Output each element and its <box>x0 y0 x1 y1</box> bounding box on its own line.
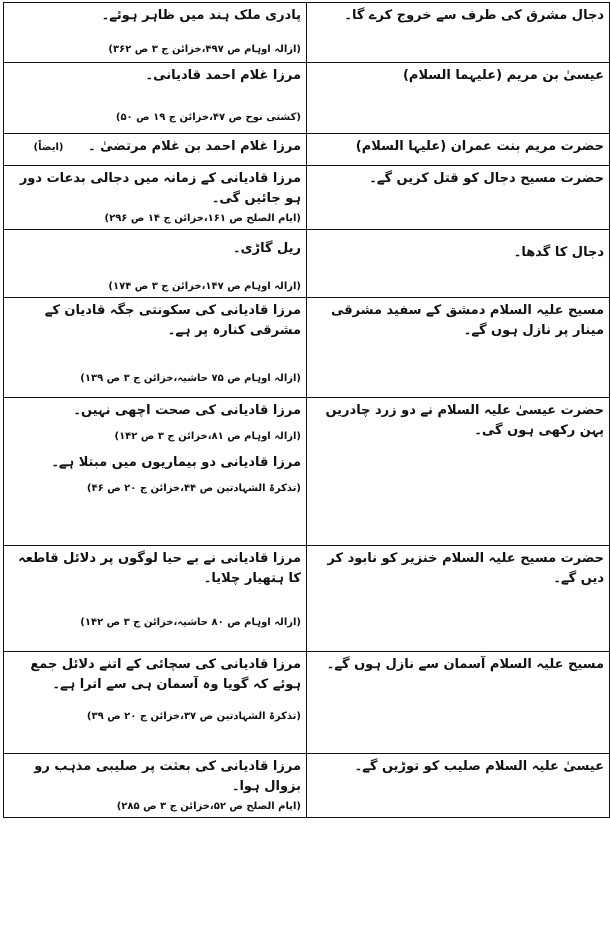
reference-text: (ایضاً) <box>33 142 64 153</box>
interpretation-text: مرزا قادیانی کی سچائی کے اتنے دلائل جمع ہوئے کہ گویا وہ آسمان ہی سے اترا ہے۔ <box>30 657 301 692</box>
claim-cell <box>307 298 610 398</box>
comparison-table <box>3 2 610 818</box>
claim-cell <box>307 230 610 298</box>
interpretation-cell <box>4 754 307 818</box>
claim-text: دجال کا گدھا۔ <box>513 245 604 260</box>
claim-text: عیسیٰ بن مریم (علیہما السلام) <box>402 68 604 83</box>
interpretation-text: پادری ملک ہند میں ظاہر ہوئے۔ <box>101 8 301 23</box>
claim-text: حضرت عیسیٰ علیہ السلام نے دو زرد چادریں پہن رکھی ہوں گی۔ <box>325 403 604 438</box>
table-row <box>4 398 610 546</box>
reference-text: (ایام الصلح ص ۵۲،خزائن ج ۳ ص ۲۸۵) <box>116 801 301 812</box>
claim-cell <box>307 754 610 818</box>
interpretation-text: مرزا قادیانی نے بے حیا لوگوں پر دلائل قاطعہ کا ہتھیار چلایا۔ <box>18 551 301 586</box>
table-row <box>4 3 610 63</box>
table-row <box>4 230 610 298</box>
interpretation-cell <box>4 166 307 230</box>
interpretation-cell <box>4 652 307 754</box>
interpretation-text-secondary: مرزا قادیانی دو بیماریوں میں مبتلا ہے۔ <box>51 455 301 470</box>
table-row <box>4 652 610 754</box>
table-row <box>4 298 610 398</box>
reference-text: (کشتی نوح ص ۴۷،خزائن ج ۱۹ ص ۵۰) <box>115 112 301 123</box>
reference-text: (تذکرۃ الشہادتین ص ۳۷،خزائن ج ۲۰ ص ۳۹) <box>86 711 301 722</box>
claim-cell <box>307 652 610 754</box>
claim-cell <box>307 134 610 166</box>
interpretation-cell <box>4 546 307 652</box>
reference-text: (ازالہ اوہام ص ۴۹۷،خزائن ج ۳ ص ۳۶۲) <box>108 44 301 55</box>
interpretation-cell <box>4 230 307 298</box>
claim-text: عیسیٰ علیہ السلام صلیب کو توڑیں گے۔ <box>354 759 604 774</box>
interpretation-text: مرزا غلام احمد قادیانی۔ <box>145 68 301 83</box>
reference-text: (ازالہ اوہام ص ۸۰ حاشیہ،خزائن ج ۳ ص ۱۴۲) <box>80 617 301 628</box>
interpretation-main: مرزا غلام احمد بن غلام مرتضیٰ ۔ <box>87 139 301 154</box>
interpretation-cell <box>4 134 307 166</box>
table-row <box>4 546 610 652</box>
interpretation-cell <box>4 298 307 398</box>
reference-text: (ایام الصلح ص ۱۶۱،خزائن ج ۱۴ ص ۲۹۶) <box>104 213 301 224</box>
claim-text: مسیح علیہ السلام آسمان سے نازل ہوں گے۔ <box>326 657 604 672</box>
claim-text: مسیح علیہ السلام دمشق کے سفید مشرقی مینار پر نازل ہوں گے۔ <box>330 303 604 338</box>
interpretation-cell <box>4 398 307 546</box>
reference-text-secondary: (تذکرۃ الشہادتین ص ۴۴،خزائن ج ۲۰ ص ۴۶) <box>86 483 301 494</box>
interpretation-text: مرزا قادیانی کے زمانہ میں دجالی بدعات دور ہو جائیں گی۔ <box>19 171 301 206</box>
reference-text: (ازالہ اوہام ص ۱۴۷،خزائن ج ۳ ص ۱۷۴) <box>108 281 301 292</box>
interpretation-cell <box>4 63 307 134</box>
interpretation-text: ریل گاڑی۔ <box>233 241 301 256</box>
interpretation-text: مرزا قادیانی کی بعثت پر صلیبی مذہب رو بزوال ہوا۔ <box>34 759 301 794</box>
table-row <box>4 166 610 230</box>
claim-text: دجال مشرق کی طرف سے خروج کرے گا۔ <box>344 8 604 23</box>
table-row <box>4 754 610 818</box>
interpretation-text: مرزا قادیانی کی سکونتی جگہ قادیان کے مشرقی کنارہ پر ہے۔ <box>44 303 301 338</box>
claim-text: حضرت مسیح علیہ السلام خنزیر کو نابود کر دیں گے۔ <box>327 551 604 586</box>
table-row <box>4 134 610 166</box>
claim-cell <box>307 3 610 63</box>
claim-text: حضرت مسیح دجال کو قتل کریں گے۔ <box>369 171 604 186</box>
claim-text: حضرت مریم بنت عمران (علیہا السلام) <box>355 139 604 154</box>
claim-cell <box>307 166 610 230</box>
interpretation-cell <box>4 3 307 63</box>
claim-cell <box>307 546 610 652</box>
interpretation-text: مرزا قادیانی کی صحت اچھی نہیں۔ <box>73 403 301 418</box>
interpretation-text <box>9 137 301 157</box>
claim-cell <box>307 398 610 546</box>
reference-text: (ازالہ اوہام ص ۸۱،خزائن ج ۳ ص ۱۴۲) <box>114 431 301 442</box>
claim-cell <box>307 63 610 134</box>
reference-text: (ازالہ اوہام ص ۷۵ حاشیہ،خزائن ج ۳ ص ۱۳۹) <box>80 373 301 384</box>
table-row <box>4 63 610 134</box>
